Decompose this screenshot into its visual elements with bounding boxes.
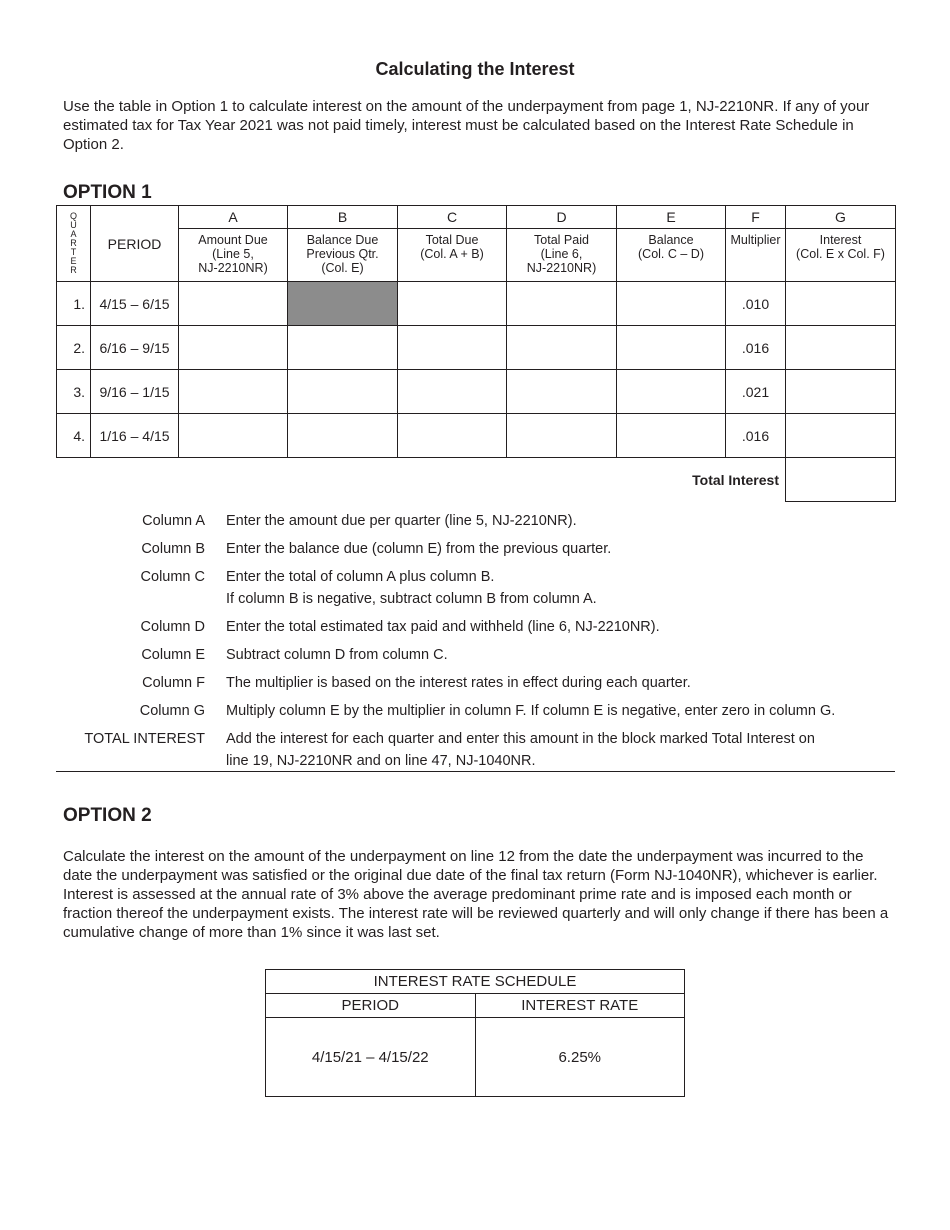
col-b-cell[interactable] xyxy=(288,326,398,370)
col-a-cell[interactable] xyxy=(179,326,288,370)
col-b-letter: B xyxy=(288,206,398,229)
instr-label-e: Column E xyxy=(141,647,205,663)
instr-label-total: TOTAL INTEREST xyxy=(84,731,205,747)
table-row xyxy=(57,370,896,414)
col-c-cell[interactable] xyxy=(398,370,507,414)
col-d-cell[interactable] xyxy=(507,414,617,458)
multiplier-cell: .016 xyxy=(726,326,786,370)
col-a-header: Amount Due (Line 5, NJ-2210NR) xyxy=(179,229,288,282)
col-e-header: Balance (Col. C – D) xyxy=(617,229,726,282)
col-a-cell[interactable] xyxy=(179,370,288,414)
schedule-period-header: PERIOD xyxy=(266,994,476,1018)
instr-text-c1: Enter the total of column A plus column B. xyxy=(226,569,495,585)
instr-label-b: Column B xyxy=(141,541,205,557)
period-cell: 1/16 – 4/15 xyxy=(91,414,179,458)
section-divider xyxy=(56,771,895,772)
instr-label-a: Column A xyxy=(142,513,205,529)
quarter-header: Q U A R T E R xyxy=(57,206,91,282)
instr-text-b: Enter the balance due (column E) from the previous quarter. xyxy=(226,541,612,557)
col-a-letter: A xyxy=(179,206,288,229)
col-b-cell[interactable] xyxy=(288,414,398,458)
instr-text-e: Subtract column D from column C. xyxy=(226,647,448,663)
col-e-cell[interactable] xyxy=(617,282,726,326)
page-title: Calculating the Interest xyxy=(375,59,575,79)
schedule-rate-header: INTEREST RATE xyxy=(475,994,685,1018)
instr-text-d: Enter the total estimated tax paid and withheld (line 6, NJ-2210NR). xyxy=(226,619,660,635)
col-d-cell[interactable] xyxy=(507,282,617,326)
col-e-letter: E xyxy=(617,206,726,229)
col-g-cell[interactable] xyxy=(786,326,896,370)
col-c-header: Total Due (Col. A + B) xyxy=(398,229,507,282)
col-d-cell[interactable] xyxy=(507,370,617,414)
schedule-period: 4/15/21 – 4/15/22 xyxy=(266,1018,476,1097)
table-row xyxy=(57,282,896,326)
table-row xyxy=(57,326,896,370)
col-d-cell[interactable] xyxy=(507,326,617,370)
col-e-cell[interactable] xyxy=(617,414,726,458)
col-e-cell[interactable] xyxy=(617,370,726,414)
period-cell: 6/16 – 9/15 xyxy=(91,326,179,370)
col-g-cell[interactable] xyxy=(786,370,896,414)
total-interest-label: Total Interest xyxy=(57,458,786,502)
table-row xyxy=(57,414,896,458)
period-header: PERIOD xyxy=(91,206,179,282)
col-b-cell[interactable] xyxy=(288,370,398,414)
quarter-number: 4. xyxy=(57,414,91,458)
instr-text-g: Multiply column E by the multiplier in column F. If column E is negative, enter zero in column G. xyxy=(226,703,836,719)
instr-label-f: Column F xyxy=(142,675,205,691)
col-f-header: Multiplier xyxy=(726,229,786,282)
instr-label-c: Column C xyxy=(140,569,205,585)
multiplier-cell: .016 xyxy=(726,414,786,458)
col-f-letter: F xyxy=(726,206,786,229)
instr-text-a: Enter the amount due per quarter (line 5, NJ-2210NR). xyxy=(226,513,577,529)
multiplier-cell: .021 xyxy=(726,370,786,414)
col-g-header: Interest (Col. E x Col. F) xyxy=(786,229,896,282)
quarter-number: 3. xyxy=(57,370,91,414)
col-g-cell[interactable] xyxy=(786,282,896,326)
schedule-title: INTEREST RATE SCHEDULE xyxy=(266,970,685,994)
instr-text-total1: Add the interest for each quarter and enter this amount in the block marked Total Interest on xyxy=(226,731,815,747)
col-b-cell-shaded xyxy=(288,282,398,326)
col-b-header: Balance Due Previous Qtr. (Col. E) xyxy=(288,229,398,282)
quarter-number: 1. xyxy=(57,282,91,326)
period-cell: 9/16 – 1/15 xyxy=(91,370,179,414)
option1-heading: OPTION 1 xyxy=(63,182,152,203)
col-d-letter: D xyxy=(507,206,617,229)
total-interest-cell[interactable] xyxy=(786,458,896,502)
instr-text-f: The multiplier is based on the interest rates in effect during each quarter. xyxy=(226,675,691,691)
col-d-header: Total Paid (Line 6, NJ-2210NR) xyxy=(507,229,617,282)
quarter-number: 2. xyxy=(57,326,91,370)
instr-label-g: Column G xyxy=(139,703,205,719)
option2-paragraph: Calculate the interest on the amount of the underpayment on line 12 from the date the underpayment was incurred to the date the underpayment was satisfied or the original due date of the final tax return (Form NJ-1040NR), whichever is earlier. Interest is assessed at the annual rate of 3% above the average predominant prime rate and is imposed each month or fraction thereof the underpayment exists. The interest rate will be reviewed quarterly and will only change if there has been a cumulative change of more than 1% since it was last set. xyxy=(63,848,889,941)
col-c-cell[interactable] xyxy=(398,282,507,326)
option2-heading: OPTION 2 xyxy=(63,805,152,826)
period-cell: 4/15 – 6/15 xyxy=(91,282,179,326)
schedule-rate: 6.25% xyxy=(475,1018,685,1097)
col-c-letter: C xyxy=(398,206,507,229)
multiplier-cell: .010 xyxy=(726,282,786,326)
instr-text-c2: If column B is negative, subtract column B from column A. xyxy=(226,591,597,607)
col-e-cell[interactable] xyxy=(617,326,726,370)
col-a-cell[interactable] xyxy=(179,414,288,458)
interest-calculation-table xyxy=(56,205,896,502)
intro-paragraph: Use the table in Option 1 to calculate interest on the amount of the underpayment from page 1, NJ-2210NR. If any of your estimated tax for Tax Year 2021 was not paid timely, interest must be calculated based on the Interest Rate Schedule in Option 2. xyxy=(63,98,870,153)
col-g-cell[interactable] xyxy=(786,414,896,458)
instr-text-total2: line 19, NJ-2210NR and on line 47, NJ-1040NR. xyxy=(226,753,536,769)
col-a-cell[interactable] xyxy=(179,282,288,326)
interest-rate-schedule-table xyxy=(265,969,685,1097)
col-c-cell[interactable] xyxy=(398,414,507,458)
instr-label-d: Column D xyxy=(140,619,205,635)
col-g-letter: G xyxy=(786,206,896,229)
col-c-cell[interactable] xyxy=(398,326,507,370)
